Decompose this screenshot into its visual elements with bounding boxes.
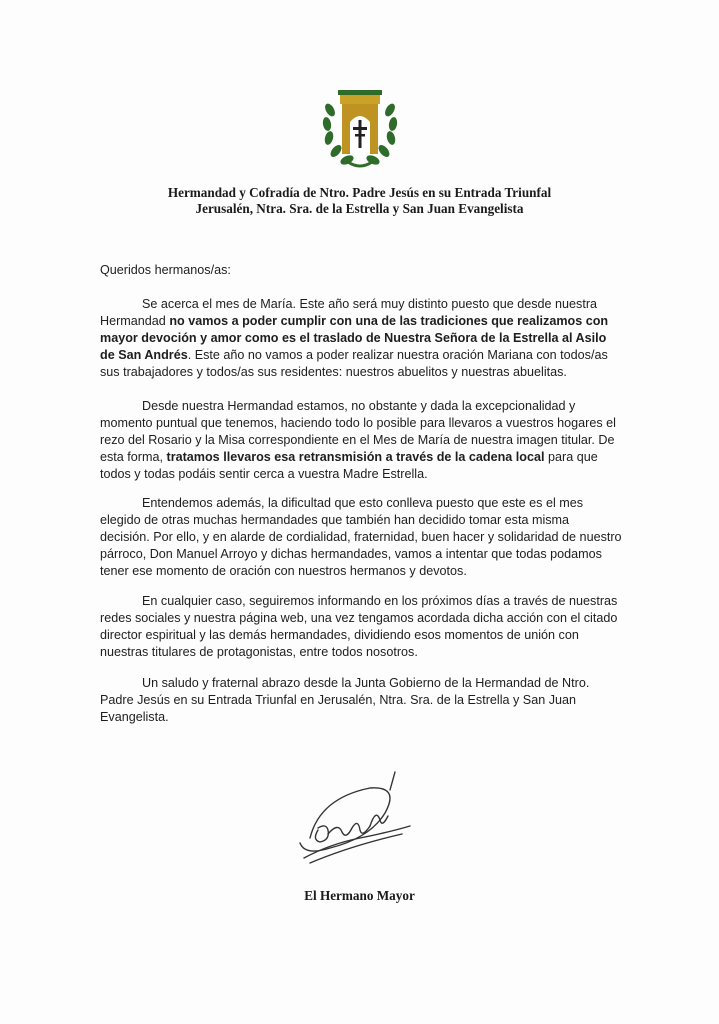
brotherhood-name-line-1: Hermandad y Cofradía de Ntro. Padre Jesús en su Entrada Triunfal — [167, 185, 552, 200]
handwritten-signature — [290, 768, 420, 878]
paragraph-3-text: Entendemos además, la dificultad que esto conlleva puesto que este es el mes elegido de otras muchas hermandades que también han decidido tomar esta misma decisión. Por ello, y en alarde de cordialidad, fraternidad, buen hacer y solidaridad de nuestro párroco, Don Manuel Arroyo y dichas hermandades, vamos a intentar que todas podamos tener ese momento de oración con nuestros hermanos y devotos. — [100, 496, 622, 578]
paragraph-2-bold: tratamos llevaros esa retransmisión a través de la cadena local — [166, 450, 545, 464]
paragraph-1-text-b: . Este año no vamos a poder realizar nuestra oración Mariana con todos/as sus trabajadores y todos/as sus residentes: nuestros abuelitos y nuestras abuelitas. — [100, 348, 608, 379]
paragraph-4 — [100, 593, 622, 661]
paragraph-1-bold: no vamos a poder cumplir con una de las tradiciones que realizamos con mayor devoción y amor como es el traslado de Nuestra Señora de la Estrella al Asilo de San Andrés — [100, 314, 609, 362]
paragraph-2 — [100, 398, 622, 483]
brotherhood-crest-icon — [320, 80, 400, 172]
paragraph-1-text-a: Se acerca el mes de María. Este año será muy distinto puesto que desde nuestra Hermandad — [100, 297, 598, 328]
paragraph-5-text: Un saludo y fraternal abrazo desde la Junta Gobierno de la Hermandad de Ntro. Padre Jesús en su Entrada Triunfal en Jerusalén, Ntra. Sra. de la Estrella y San Juan Evangelista. — [100, 676, 590, 724]
signer-title: El Hermano Mayor — [304, 888, 415, 903]
paragraph-4-text: En cualquier caso, seguiremos informando en los próximos días a través de nuestras redes sociales y nuestra página web, una vez tengamos acordada dicha acción con el citado director espiritual y las demás hermandades, dividiendo esos momentos de unión con nuestras titulares de protagonistas, entre todos nosotros. — [100, 594, 618, 659]
paragraph-5 — [100, 675, 622, 726]
paragraph-2-text-b: para que todos y todas podáis sentir cerca a vuestra Madre Estrella. — [100, 450, 598, 481]
paragraph-2-text-a: Desde nuestra Hermandad estamos, no obstante y dada la excepcionalidad y momento puntual que tenemos, haciendo todo lo posible para llevaros a vuestros hogares el rezo del Rosario y la Misa correspondiente en el Mes de María de nuestra imagen titular. De esta forma, — [100, 399, 616, 464]
letter-greeting: Queridos hermanos/as: — [100, 263, 231, 277]
brotherhood-name-line-2: Jerusalén, Ntra. Sra. de la Estrella y San Juan Evangelista — [195, 201, 524, 216]
paragraph-3 — [100, 495, 622, 580]
paragraph-1 — [100, 296, 622, 381]
